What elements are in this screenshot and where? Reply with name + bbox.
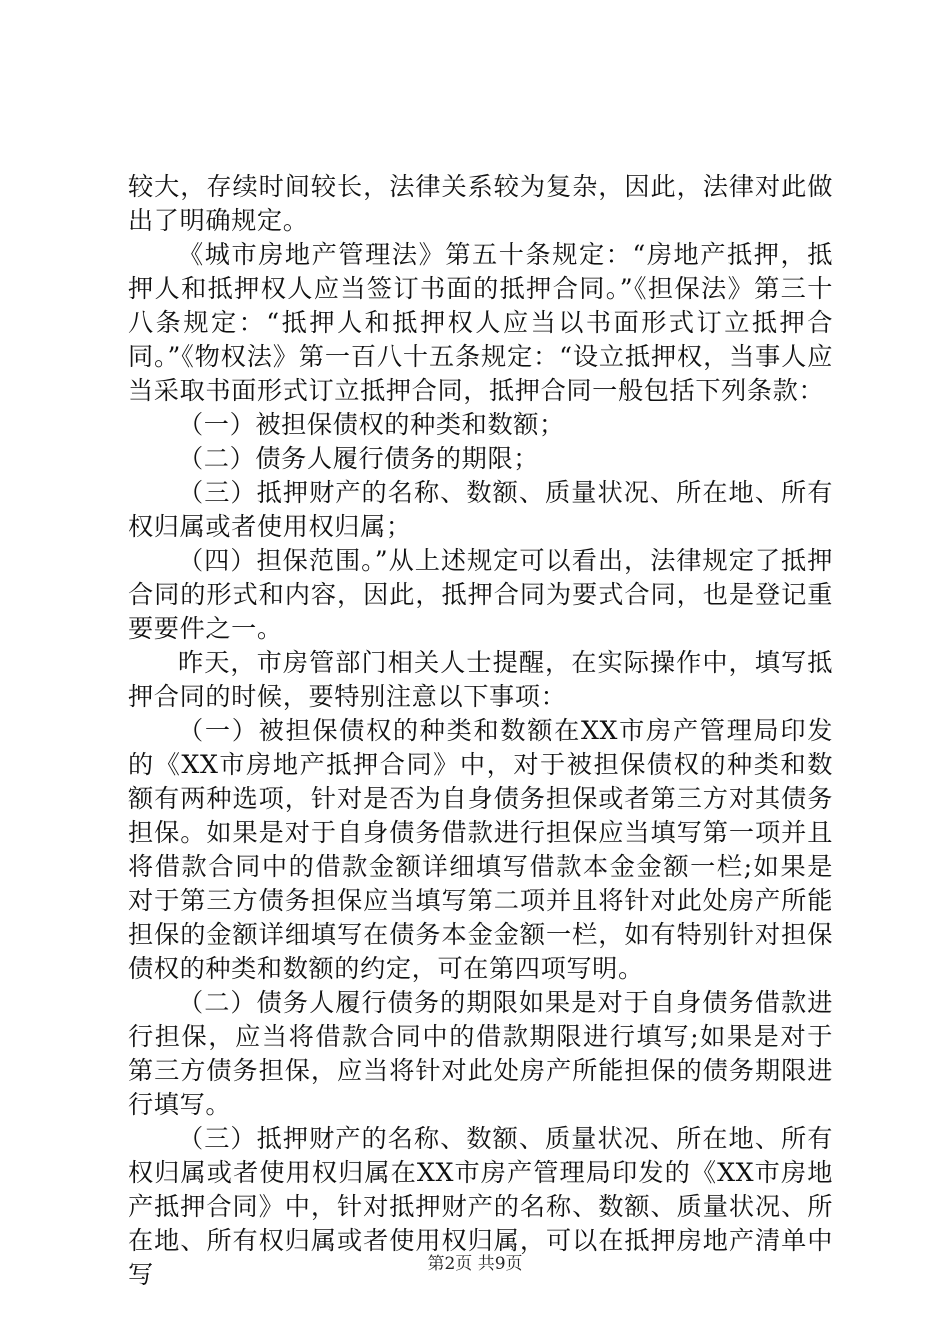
paragraph-4: （二）债务人履行债务的期限； <box>178 444 540 473</box>
paragraph-2: 《城市房地产管理法》第五十条规定：“房地产抵押，抵押人和抵押权人应当签订书面的抵押合同。”《担保法》第三十八条规定：“抵押人和抵押权人应当以书面形式订立抵押合同。”《物权法》第一百八十五条规定：“设立抵押权，当事人应当采取书面形式订立抵押合同，抵押合同一般包括下列条款： <box>128 240 833 405</box>
document-body <box>128 170 833 1292</box>
paragraph-10: （三）抵押财产的名称、数额、质量状况、所在地、所有权归属或者使用权归属在XX市房产管理局印发的《XX市房地产抵押合同》中，针对抵押财产的名称、数额、质量状况、所在地、所有权归属或者使用权归属，可以在抵押房地产清单中写 <box>128 1124 833 1289</box>
paragraph-7: 昨天，市房管部门相关人士提醒，在实际操作中，填写抵押合同的时候，要特别注意以下事项： <box>128 648 833 711</box>
page-footer <box>0 1254 950 1274</box>
paragraph-5: （三）抵押财产的名称、数额、质量状况、所在地、所有权归属或者使用权归属； <box>128 478 833 541</box>
paragraph-1: 较大，存续时间较长，法律关系较为复杂，因此，法律对此做出了明确规定。 <box>128 172 833 235</box>
paragraph-9: （二）债务人履行债务的期限如果是对于自身债务借款进行担保，应当将借款合同中的借款期限进行填写;如果是对于第三方债务担保，应当将针对此处房产所能担保的债务期限进行填写。 <box>128 988 833 1119</box>
page-number: 第2页 共9页 <box>427 1254 523 1274</box>
paragraph-3: （一）被担保债权的种类和数额； <box>178 410 565 439</box>
paragraph-8: （一）被担保债权的种类和数额在XX市房产管理局印发的《XX市房地产抵押合同》中，对于被担保债权的种类和数额有两种选项，针对是否为自身债务担保或者第三方对其债务担保。如果是对于自身债务借款进行担保应当填写第一项并且将借款合同中的借款金额详细填写借款本金金额一栏;如果是对于第三方债务担保应当填写第二项并且将针对此处房产所能担保的金额详细填写在债务本金金额一栏，如有特别针对担保债权的种类和数额的约定，可在第四项写明。 <box>128 716 833 983</box>
paragraph-6: （四）担保范围。”从上述规定可以看出，法律规定了抵押合同的形式和内容，因此，抵押合同为要式合同，也是登记重要要件之一。 <box>128 546 833 643</box>
